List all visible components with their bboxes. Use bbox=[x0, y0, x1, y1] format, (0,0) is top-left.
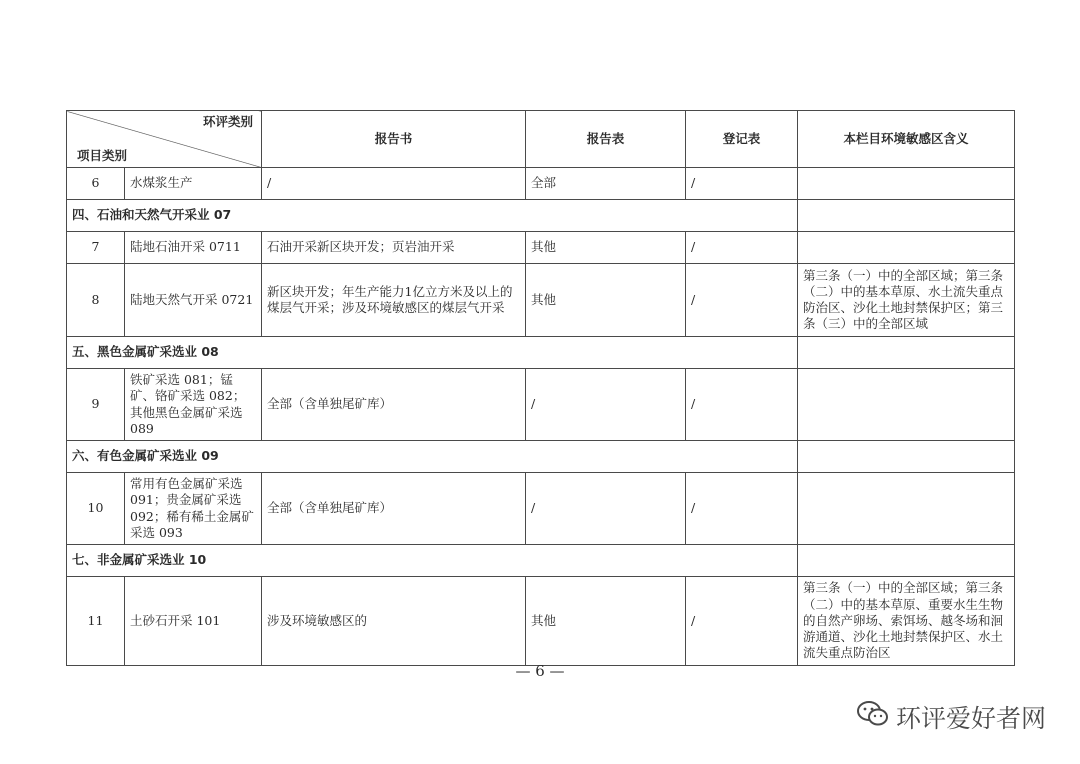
project-name: 陆地石油开采 0711 bbox=[125, 232, 262, 264]
classification-table bbox=[66, 110, 1015, 666]
report-book-cell: 新区块开发；年生产能力1亿立方米及以上的煤层气开采；涉及环境敏感区的煤层气开采 bbox=[262, 264, 526, 337]
table-row bbox=[67, 232, 1015, 264]
report-book-cell: 石油开采新区块开发；页岩油开采 bbox=[262, 232, 526, 264]
row-number: 10 bbox=[67, 473, 125, 545]
register-cell: / bbox=[686, 369, 798, 441]
register-cell: / bbox=[686, 577, 798, 666]
watermark bbox=[856, 699, 1046, 735]
table-row bbox=[67, 473, 1015, 545]
sensitive-cell bbox=[798, 168, 1015, 200]
col-header-report-book: 报告书 bbox=[262, 111, 526, 168]
report-book-cell: / bbox=[262, 168, 526, 200]
corner-bottom-label: 项目类别 bbox=[77, 147, 128, 163]
section-title: 七、非金属矿采选业 10 bbox=[67, 545, 798, 577]
table-row bbox=[67, 369, 1015, 441]
section-title: 五、黑色金属矿采选业 08 bbox=[67, 337, 798, 369]
row-number: 9 bbox=[67, 369, 125, 441]
watermark-text: 环评爱好者网 bbox=[895, 704, 1046, 733]
project-name: 土砂石开采 101 bbox=[125, 577, 262, 666]
page-number: — 6 — bbox=[515, 662, 565, 680]
table-row bbox=[67, 168, 1015, 200]
col-header-register: 登记表 bbox=[686, 111, 798, 168]
report-book-cell: 全部（含单独尾矿库） bbox=[262, 473, 526, 545]
col-header-sensitive: 本栏目环境敏感区含义 bbox=[798, 111, 1015, 168]
sensitive-cell bbox=[798, 232, 1015, 264]
table-header-row bbox=[67, 111, 1015, 168]
register-cell: / bbox=[686, 264, 798, 337]
report-form-cell: 全部 bbox=[526, 168, 686, 200]
report-form-cell: 其他 bbox=[526, 232, 686, 264]
project-name: 陆地天然气开采 0721 bbox=[125, 264, 262, 337]
section-empty-cell bbox=[798, 200, 1015, 232]
section-row bbox=[67, 441, 1015, 473]
section-title: 四、石油和天然气开采业 07 bbox=[67, 200, 798, 232]
row-number: 8 bbox=[67, 264, 125, 337]
report-form-cell: / bbox=[526, 473, 686, 545]
diagonal-header-cell bbox=[67, 111, 262, 168]
project-name: 常用有色金属矿采选 091；贵金属矿采选 092；稀有稀土金属矿采选 093 bbox=[125, 473, 262, 545]
table-row bbox=[67, 577, 1015, 666]
report-book-cell: 全部（含单独尾矿库） bbox=[262, 369, 526, 441]
wechat-icon bbox=[856, 699, 890, 735]
section-row bbox=[67, 545, 1015, 577]
sensitive-cell: 第三条（一）中的全部区域；第三条（二）中的基本草原、水土流失重点防治区、沙化土地封禁保护区；第三条（三）中的全部区域 bbox=[798, 264, 1015, 337]
report-form-cell: 其他 bbox=[526, 577, 686, 666]
report-form-cell: / bbox=[526, 369, 686, 441]
project-name: 水煤浆生产 bbox=[125, 168, 262, 200]
sensitive-cell: 第三条（一）中的全部区域；第三条（二）中的基本草原、重要水生生物的自然产卵场、索饵场、越冬场和洄游通道、沙化土地封禁保护区、水土流失重点防治区 bbox=[798, 577, 1015, 666]
report-book-cell: 涉及环境敏感区的 bbox=[262, 577, 526, 666]
project-name: 铁矿采选 081；锰矿、铬矿采选 082；其他黑色金属矿采选 089 bbox=[125, 369, 262, 441]
table-row bbox=[67, 264, 1015, 337]
row-number: 7 bbox=[67, 232, 125, 264]
section-empty-cell bbox=[798, 441, 1015, 473]
section-row bbox=[67, 337, 1015, 369]
row-number: 6 bbox=[67, 168, 125, 200]
report-form-cell: 其他 bbox=[526, 264, 686, 337]
section-title: 六、有色金属矿采选业 09 bbox=[67, 441, 798, 473]
sensitive-cell bbox=[798, 369, 1015, 441]
register-cell: / bbox=[686, 232, 798, 264]
section-empty-cell bbox=[798, 337, 1015, 369]
register-cell: / bbox=[686, 473, 798, 545]
section-empty-cell bbox=[798, 545, 1015, 577]
corner-top-label: 环评类别 bbox=[202, 114, 253, 129]
section-row bbox=[67, 200, 1015, 232]
register-cell: / bbox=[686, 168, 798, 200]
row-number: 11 bbox=[67, 577, 125, 666]
col-header-report-form: 报告表 bbox=[526, 111, 686, 168]
sensitive-cell bbox=[798, 473, 1015, 545]
